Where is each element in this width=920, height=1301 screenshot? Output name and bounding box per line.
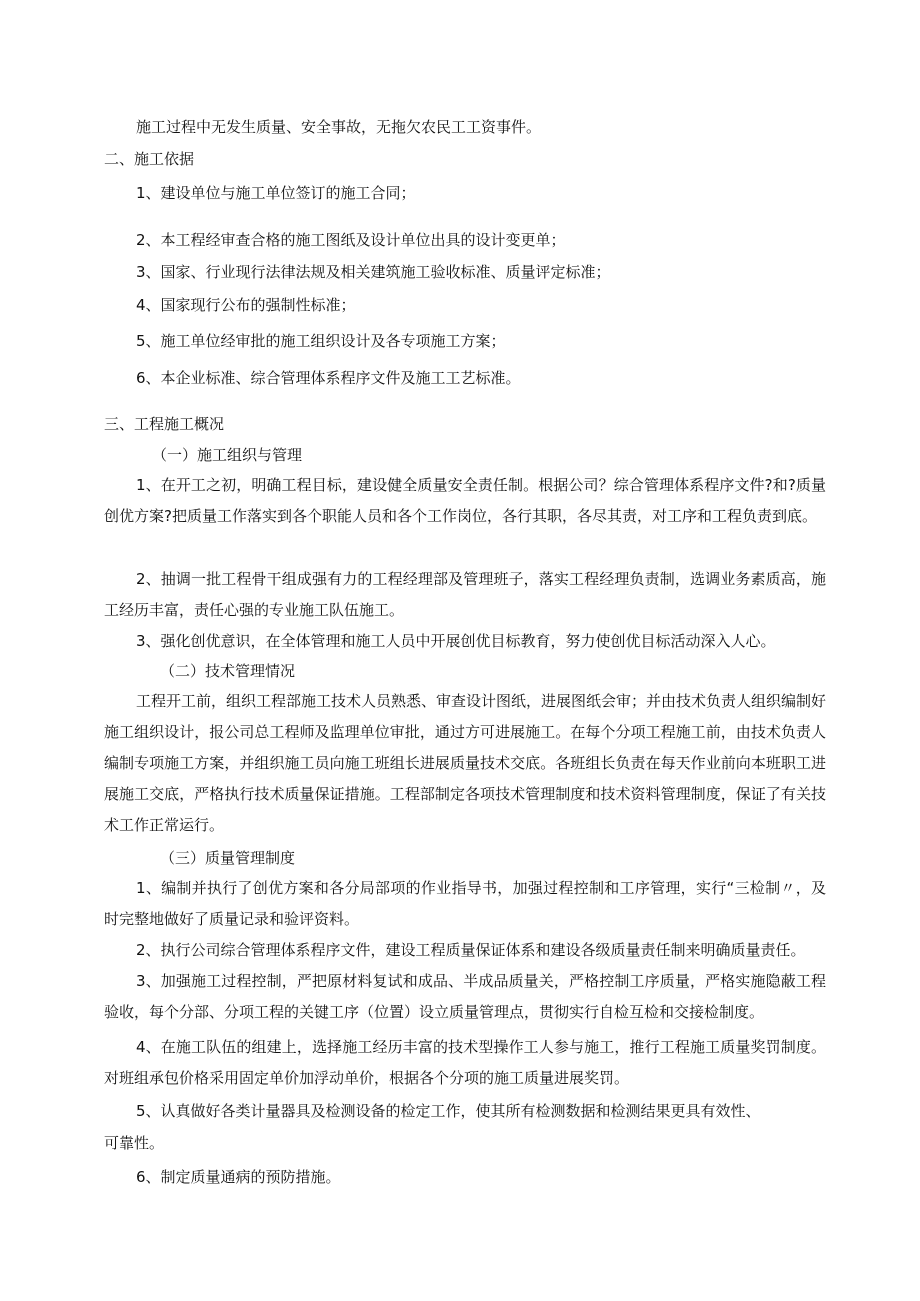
subsection3-para-3: 3、加强施工过程控制，严把原材料复试和成品、半成品质量关，严格控制工序质量，严格实施隐蔽工程验收，每个分部、分项工程的关键工序（位置）设立质量管理点，贯彻实行自检互检和交接检制度。 [104, 972, 826, 1021]
subsection2-para-1: 工程开工前，组织工程部施工技术人员熟悉、审查设计图纸，进展图纸会审；并由技术负责人组织编制好施工组织设计，报公司总工程师及监理单位审批，通过方可进展施工。在每个分项工程施工前，由技术负责人编制专项施工方案，并组织施工员向施工班组长进展质量技术交底。各班组长负责在每天作业前向本班职工进展施工交底，严格执行技术质量保证措施。工程部制定各项技术管理制度和技术资料管理制度，保证了有关技术工作正常运行。 [104, 692, 827, 834]
section2-item-3: 3、国家、行业现行法律法规及相关建筑施工验收标准、质量评定标准； [136, 263, 611, 281]
intro-line: 施工过程中无发生质量、安全事故，无拖欠农民工工资事件。 [136, 118, 542, 136]
section2-item-2: 2、本工程经审查合格的施工图纸及设计单位出具的设计变更单； [136, 231, 566, 249]
subsection3-para-4: 4、在施工队伍的组建上，选择施工经历丰富的技术型操作工人参与施工，推行工程施工质量奖罚制度。对班组承包价格采用固定单价加浮动单价，根据各个分项的施工质量进展奖罚。 [104, 1038, 826, 1087]
subsection3-para-1: 1、编制并执行了创优方案和各分局部项的作业指导书，加强过程控制和工序管理，实行“三检制〃，及时完整地做好了质量记录和验评资料。 [104, 879, 826, 928]
subsection1-para-2: 2、抽调一批工程骨干组成强有力的工程经理部及管理班子，落实工程经理负责制，选调业务素质高，施工经历丰富，责任心强的专业施工队伍施工。 [104, 570, 826, 619]
subsection1-title: （一）施工组织与管理 [152, 446, 303, 464]
subsection1-para-3: 3、强化创优意识，在全体管理和施工人员中开展创优目标教育，努力使创优目标活动深入人心。 [136, 632, 776, 650]
section2-item-4: 4、国家现行公布的强制性标准； [136, 296, 356, 314]
subsection3-title: （三）质量管理制度 [160, 849, 296, 867]
section2-title: 二、施工依据 [104, 150, 195, 168]
subsection2-title: （二）技术管理情况 [160, 662, 296, 680]
subsection3-para-6: 6、制定质量通病的预防措施。 [136, 1168, 341, 1186]
section3-title: 三、工程施工概况 [104, 415, 225, 433]
section2-item-1: 1、建设单位与施工单位签订的施工合同； [136, 184, 416, 202]
subsection3-para-2: 2、执行公司综合管理体系程序文件，建设工程质量保证体系和建设各级质量责任制来明确质量责任。 [136, 941, 806, 959]
subsection3-para-5-line-1: 5、认真做好各类计量器具及检测设备的检定工作，使其所有检测数据和检测结果更具有效性、 [136, 1102, 761, 1120]
subsection3-para-5-line-2: 可靠性。 [104, 1134, 165, 1152]
section2-item-5: 5、施工单位经审批的施工组织设计及各专项施工方案； [136, 332, 506, 350]
section2-item-6: 6、本企业标准、综合管理体系程序文件及施工工艺标准。 [136, 369, 521, 387]
subsection1-para-1: 1、在开工之初，明确工程目标，建设健全质量安全责任制。根据公司？综合管理体系程序文件?和?质量创优方案?把质量工作落实到各个职能人员和各个工作岗位，各行其职，各尽其责，对工序和工程负责到底。 [104, 476, 826, 525]
